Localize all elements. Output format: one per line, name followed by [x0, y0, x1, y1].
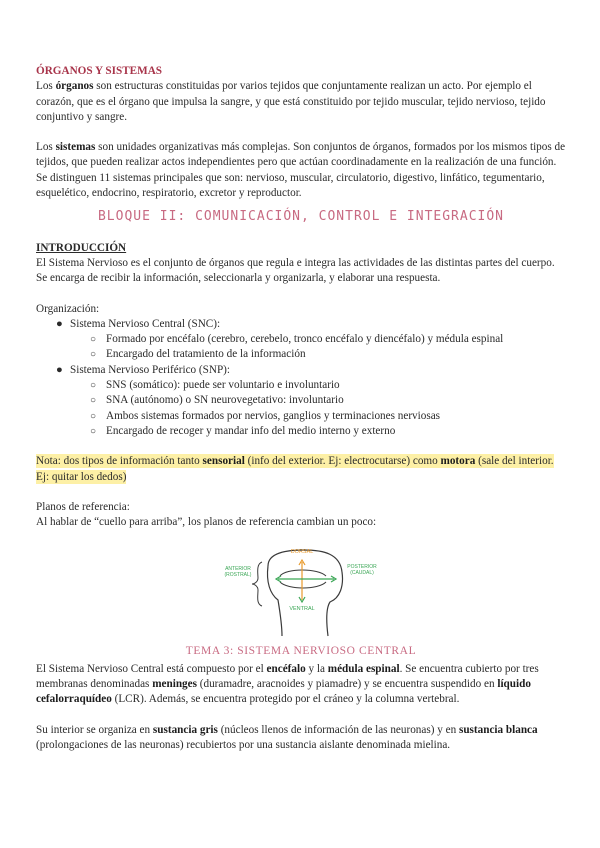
reference-planes-diagram: [216, 538, 386, 638]
highlight-note: Nota: dos tipos de información tanto sensorial (info del exterior. Ej: electrocutarse) como motora (sale del interior. Ej: quitar los dedos): [36, 455, 554, 483]
bracket-mark: [252, 562, 262, 606]
document-page: [36, 64, 566, 753]
organization-list: [36, 317, 566, 439]
intro-paragraph: El Sistema Nervioso es el conjunto de órganos que regula e integra las actividades de las distintas partes del cuerpo. Se encarga de recibir la información, seleccionarla y organizarla, y elaborar una respuesta.: [36, 256, 555, 285]
paragraph-sistemas: Los sistemas son unidades organizativas más complejas. Son conjuntos de órganos, formados por los mismos tipos de tejidos, que pueden realizar actos independientes pero que actúan coordinadamente en la realización de una función. Se distinguen 11 sistemas principales que son: nervioso, muscular, circulatorio, digestivo, linfático, tegumentario, esquelético, endocrino, respiratorio, excretor y reproductor.: [36, 141, 566, 200]
label-posterior: POSTERIOR: [347, 564, 377, 571]
label-posterior-sub: (CAUDAL): [350, 570, 374, 577]
list-item-snp: ● Sistema Nervioso Periférico (SNP): ○ SNS (somático): puede ser voluntario e involuntario ○ SNA (autónomo) o SN neurovegetativo: involuntario ○ Ambos sistemas formados por nervios, ganglios y terminaciones nerviosas ○ Encargado de recoger y mandar info del medio interno y externo: [36, 363, 566, 439]
block-title: BLOQUE II: COMUNICACIÓN, CONTROL E INTEGRACIÓN: [97, 209, 505, 225]
label-anterior-sub: (ROSTRAL): [224, 572, 252, 579]
list-item-snc: ● Sistema Nervioso Central (SNC): ○ Formado por encéfalo (cerebro, cerebelo, tronco encéfalo y diencéfalo) y médula espinal ○ Encargado del tratamiento de la información: [36, 317, 566, 363]
label-ventral: VENTRAL: [289, 606, 315, 613]
brain-line-upper: [280, 570, 326, 576]
list-item: ○ Encargado del tratamiento de la información: [90, 348, 306, 361]
list-item: ○ SNS (somático): puede ser voluntario e involuntario: [90, 379, 340, 392]
list-item: ○ Formado por encéfalo (cerebro, cerebelo, tronco encéfalo y diencéfalo) y médula espinal: [90, 333, 504, 346]
intro-heading: INTRODUCCIÓN: [36, 241, 127, 254]
brain-line-lower: [280, 582, 326, 588]
paragraph-organos: Los órganos son estructuras constituidas por varios tejidos que conjuntamente realizan un acto. Por ejemplo el corazón, que es el órgano que impulsa la sangre, y que está constituido por tejido muscular, tejido nervioso, tejido conjuntivo y sangre.: [36, 80, 546, 123]
planos-label: Planos de referencia:: [36, 500, 130, 513]
organization-label: Organización:: [36, 302, 100, 315]
list-item: ○ Ambos sistemas formados por nervios, ganglios y terminaciones nerviosas: [90, 409, 441, 422]
tema-paragraph-1: El Sistema Nervioso Central está compuesto por el encéfalo y la médula espinal. Se encuentra cubierto por tres membranas denominadas meninges (duramadre, aracnoides y piamadre) y se encuentra suspendido en líquido cefalorraquídeo (LCR). Además, se encuentra protegido por el cráneo y la columna vertebral.: [36, 662, 539, 706]
label-dorsal: DORSAL: [290, 549, 314, 556]
planos-text: Al hablar de “cuello para arriba”, los planos de referencia cambian un poco:: [36, 516, 377, 529]
section-heading-organos: ÓRGANOS Y SISTEMAS: [36, 65, 162, 77]
head-outline: [268, 550, 343, 636]
list-item: ○ SNA (autónomo) o SN neurovegetativo: involuntario: [90, 394, 344, 407]
tema-title: TEMA 3: SISTEMA NERVIOSO CENTRAL: [185, 645, 417, 658]
tema-paragraph-2: Su interior se organiza en sustancia gris (núcleos llenos de información de las neuronas) y en sustancia blanca (prolongaciones de las neuronas) recubiertos por una sustancia aislante denominada mielina.: [36, 723, 538, 751]
list-item: ○ Encargado de recoger y mandar info del medio interno y externo: [90, 424, 396, 437]
label-anterior: ANTERIOR: [225, 566, 251, 573]
